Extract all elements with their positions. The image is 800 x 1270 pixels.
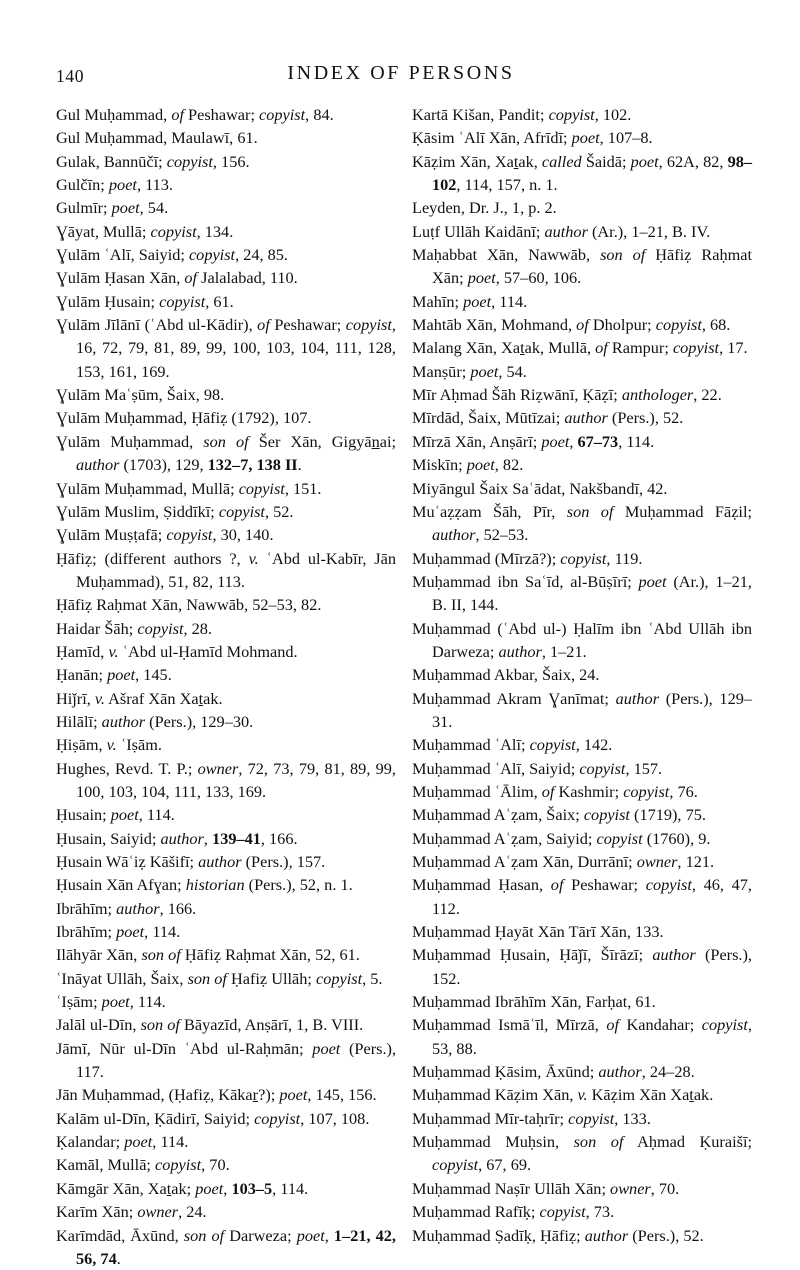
index-entry: Ḥusain Xān Afɣan; historian (Pers.), 52, n. 1. (56, 873, 396, 896)
index-entry: Ɣulām Muslim, Ṣiddīkī; copyist, 52. (56, 500, 396, 523)
index-entry: Maḥabbat Xān, Nawwāb, son of Ḥāfiẓ Raḥmat Xān; poet, 57–60, 106. (412, 243, 752, 290)
index-entry: Ḥusain; poet, 114. (56, 803, 396, 826)
index-entry: Ḥanān; poet, 145. (56, 663, 396, 686)
index-entry: Muḥammad Aʿẓam, Šaix; copyist (1719), 75. (412, 803, 752, 826)
index-entry: Ɣulām Muṣṭafā; copyist, 30, 140. (56, 523, 396, 546)
index-entry: Jān Muḥammad, (Ḥafiẓ, Kākar?); poet, 145, 156. (56, 1083, 396, 1106)
index-entry: Mahtāb Xān, Mohmand, of Dholpur; copyist, 68. (412, 313, 752, 336)
index-entry: Karīmdād, Āxūnd, son of Darweza; poet, 1–21, 42, 56, 74. (56, 1224, 396, 1270)
index-entry: Haidar Šāh; copyist, 28. (56, 617, 396, 640)
index-entry: Ɣulām Maʿṣūm, Šaix, 98. (56, 383, 396, 406)
index-entry: Muḥammad Ḥayāt Xān Tārī Xān, 133. (412, 920, 752, 943)
index-entry: Ibrāhīm; author, 166. (56, 897, 396, 920)
page-title: INDEX OF PERSONS (56, 62, 746, 85)
index-entry: Mīrzā Xān, Anṣārī; poet, 67–73, 114. (412, 430, 752, 453)
index-entry: Kartā Kišan, Pandit; copyist, 102. (412, 103, 752, 126)
index-entry: Ḥusain, Saiyid; author, 139–41, 166. (56, 827, 396, 850)
index-entry: Muḥammad ʿAlī, Saiyid; copyist, 157. (412, 757, 752, 780)
index-entry: Malang Xān, Xatak, Mullā, of Rampur; copyist, 17. (412, 336, 752, 359)
index-entry: Miskīn; poet, 82. (412, 453, 752, 476)
index-entry: Muḥammad Mīr-taḥrīr; copyist, 133. (412, 1107, 752, 1130)
index-entry: Ibrāhīm; poet, 114. (56, 920, 396, 943)
index-entry: Hilālī; author (Pers.), 129–30. (56, 710, 396, 733)
index-entry: Ɣulām Ḥasan Xān, of Jalalabad, 110. (56, 266, 396, 289)
index-entry: Ɣulām Muḥammad, son of Šer Xān, Gigyānai; author (1703), 129, 132–7, 138 II. (56, 430, 396, 477)
index-entry: Jalāl ul-Dīn, son of Bāyazīd, Anṣārī, 1, B. VIII. (56, 1013, 396, 1036)
index-entry: Muḥammad Akram Ɣanīmat; author (Pers.), 129–31. (412, 687, 752, 734)
index-entry: Muḥammad Ḥusain, Ḥāǰī, Šīrāzī; author (Pers.), 152. (412, 943, 752, 990)
index-entry: Ḳāsim ʿAlī Xān, Afrīdī; poet, 107–8. (412, 126, 752, 149)
index-entry: Miyāngul Šaix Saʿādat, Nakšbandī, 42. (412, 477, 752, 500)
index-entry: Ɣulām Muḥammad, Mullā; copyist, 151. (56, 477, 396, 500)
page-folio-number: 140 (56, 66, 84, 87)
index-entry: Ɣulām ʿAlī, Saiyid; copyist, 24, 85. (56, 243, 396, 266)
index-column-left (56, 103, 396, 1270)
index-entry: Ɣāyat, Mullā; copyist, 134. (56, 220, 396, 243)
index-entry: Mīrdād, Šaix, Mūtīzai; author (Pers.), 52. (412, 406, 752, 429)
index-entry: Karīm Xān; owner, 24. (56, 1200, 396, 1223)
index-entry: Muḥammad Akbar, Šaix, 24. (412, 663, 752, 686)
index-entry: Ḥamīd, v. ʿAbd ul-Ḥamīd Mohmand. (56, 640, 396, 663)
index-entry: Muḥammad Aʿẓam Xān, Durrānī; owner, 121. (412, 850, 752, 873)
index-entry: Muḥammad (Mīrzā?); copyist, 119. (412, 547, 752, 570)
index-entry: Manṣūr; poet, 54. (412, 360, 752, 383)
index-entry: Muḥammad Ismāʿīl, Mīrzā, of Kandahar; copyist, 53, 88. (412, 1013, 752, 1060)
index-entry: ʿIṣām; poet, 114. (56, 990, 396, 1013)
index-entry: Kamāl, Mullā; copyist, 70. (56, 1153, 396, 1176)
index-entry: Muḥammad Kāẓim Xān, v. Kāẓim Xān Xatak. (412, 1083, 752, 1106)
index-entry: Gulmīr; poet, 54. (56, 196, 396, 219)
index-entry: Ḳalandar; poet, 114. (56, 1130, 396, 1153)
index-entry: Mahīn; poet, 114. (412, 290, 752, 313)
index-entry: Muʿaẓẓam Šāh, Pīr, son of Muḥammad Fāẓil; author, 52–53. (412, 500, 752, 547)
index-entry: Kalām ul-Dīn, Ḳādirī, Saiyid; copyist, 107, 108. (56, 1107, 396, 1130)
index-entry: Hughes, Revd. T. P.; owner, 72, 73, 79, 81, 89, 99, 100, 103, 104, 111, 133, 169. (56, 757, 396, 804)
index-entry: Luṭf Ullāh Kaidānī; author (Ar.), 1–21, B. IV. (412, 220, 752, 243)
index-entry: Gul Muḥammad, of Peshawar; copyist, 84. (56, 103, 396, 126)
index-entry: Gulčīn; poet, 113. (56, 173, 396, 196)
index-entry: Muḥammad ibn Saʿīd, al-Būṣīrī; poet (Ar.), 1–21, B. II, 144. (412, 570, 752, 617)
index-entry: Mīr Aḥmad Šāh Riẓwānī, Ḳāẓī; anthologer, 22. (412, 383, 752, 406)
index-entry: Ḥusain Wāʿiẓ Kāšifī; author (Pers.), 157. (56, 850, 396, 873)
index-entry: Muḥammad Rafīḳ; copyist, 73. (412, 1200, 752, 1223)
index-entry: Gulak, Bannūčī; copyist, 156. (56, 150, 396, 173)
index-entry: Ɣulām Muḥammad, Ḥāfiẓ (1792), 107. (56, 406, 396, 429)
index-entry: Leyden, Dr. J., 1, p. 2. (412, 196, 752, 219)
index-entry: Muḥammad Ṣadīḳ, Ḥāfiẓ; author (Pers.), 52. (412, 1224, 752, 1247)
index-entry: Muḥammad Muḥsin, son of Aḥmad Ḳuraišī; copyist, 67, 69. (412, 1130, 752, 1177)
index-entry: Muḥammad ʿĀlim, of Kashmir; copyist, 76. (412, 780, 752, 803)
index-columns (56, 103, 750, 1270)
running-head (56, 62, 746, 90)
index-entry: Muḥammad Ḳāsim, Āxūnd; author, 24–28. (412, 1060, 752, 1083)
index-entry: Ḥāfiẓ Raḥmat Xān, Nawwāb, 52–53, 82. (56, 593, 396, 616)
index-entry: Ḥiṣām, v. ʿIṣām. (56, 733, 396, 756)
index-entry: Ɣulām Jīlānī (ʿAbd ul-Kādir), of Peshawar; copyist, 16, 72, 79, 81, 89, 99, 100, 103, 104, 111, 128, 153, 161, 169. (56, 313, 396, 383)
index-entry: Ilāhyār Xān, son of Ḥāfiẓ Raḥmat Xān, 52, 61. (56, 943, 396, 966)
index-entry: Muḥammad Aʿẓam, Saiyid; copyist (1760), 9. (412, 827, 752, 850)
index-entry: Muḥammad Ḥasan, of Peshawar; copyist, 46, 47, 112. (412, 873, 752, 920)
index-column-right (412, 103, 752, 1270)
index-entry: Muḥammad Naṣīr Ullāh Xān; owner, 70. (412, 1177, 752, 1200)
index-entry: ʿInāyat Ullāh, Šaix, son of Ḥafiẓ Ullāh; copyist, 5. (56, 967, 396, 990)
index-entry: Muḥammad (ʿAbd ul-) Ḥalīm ibn ʿAbd Ullāh ibn Darweza; author, 1–21. (412, 617, 752, 664)
index-entry: Hiǰrī, v. Ašraf Xān Xatak. (56, 687, 396, 710)
index-entry: Ɣulām Ḥusain; copyist, 61. (56, 290, 396, 313)
index-entry: Muḥammad ʿAlī; copyist, 142. (412, 733, 752, 756)
index-entry: Gul Muḥammad, Maulawī, 61. (56, 126, 396, 149)
index-entry: Kāẓim Xān, Xatak, called Šaidā; poet, 62A, 82, 98–102, 114, 157, n. 1. (412, 150, 752, 197)
index-entry: Kāmgār Xān, Xatak; poet, 103–5, 114. (56, 1177, 396, 1200)
index-entry: Ḥāfiẓ; (different authors ?, v. ʿAbd ul-Kabīr, Jān Muḥammad), 51, 82, 113. (56, 547, 396, 594)
index-entry: Muḥammad Ibrāhīm Xān, Farḥat, 61. (412, 990, 752, 1013)
index-entry: Jāmī, Nūr ul-Dīn ʿAbd ul-Raḥmān; poet (Pers.), 117. (56, 1037, 396, 1084)
